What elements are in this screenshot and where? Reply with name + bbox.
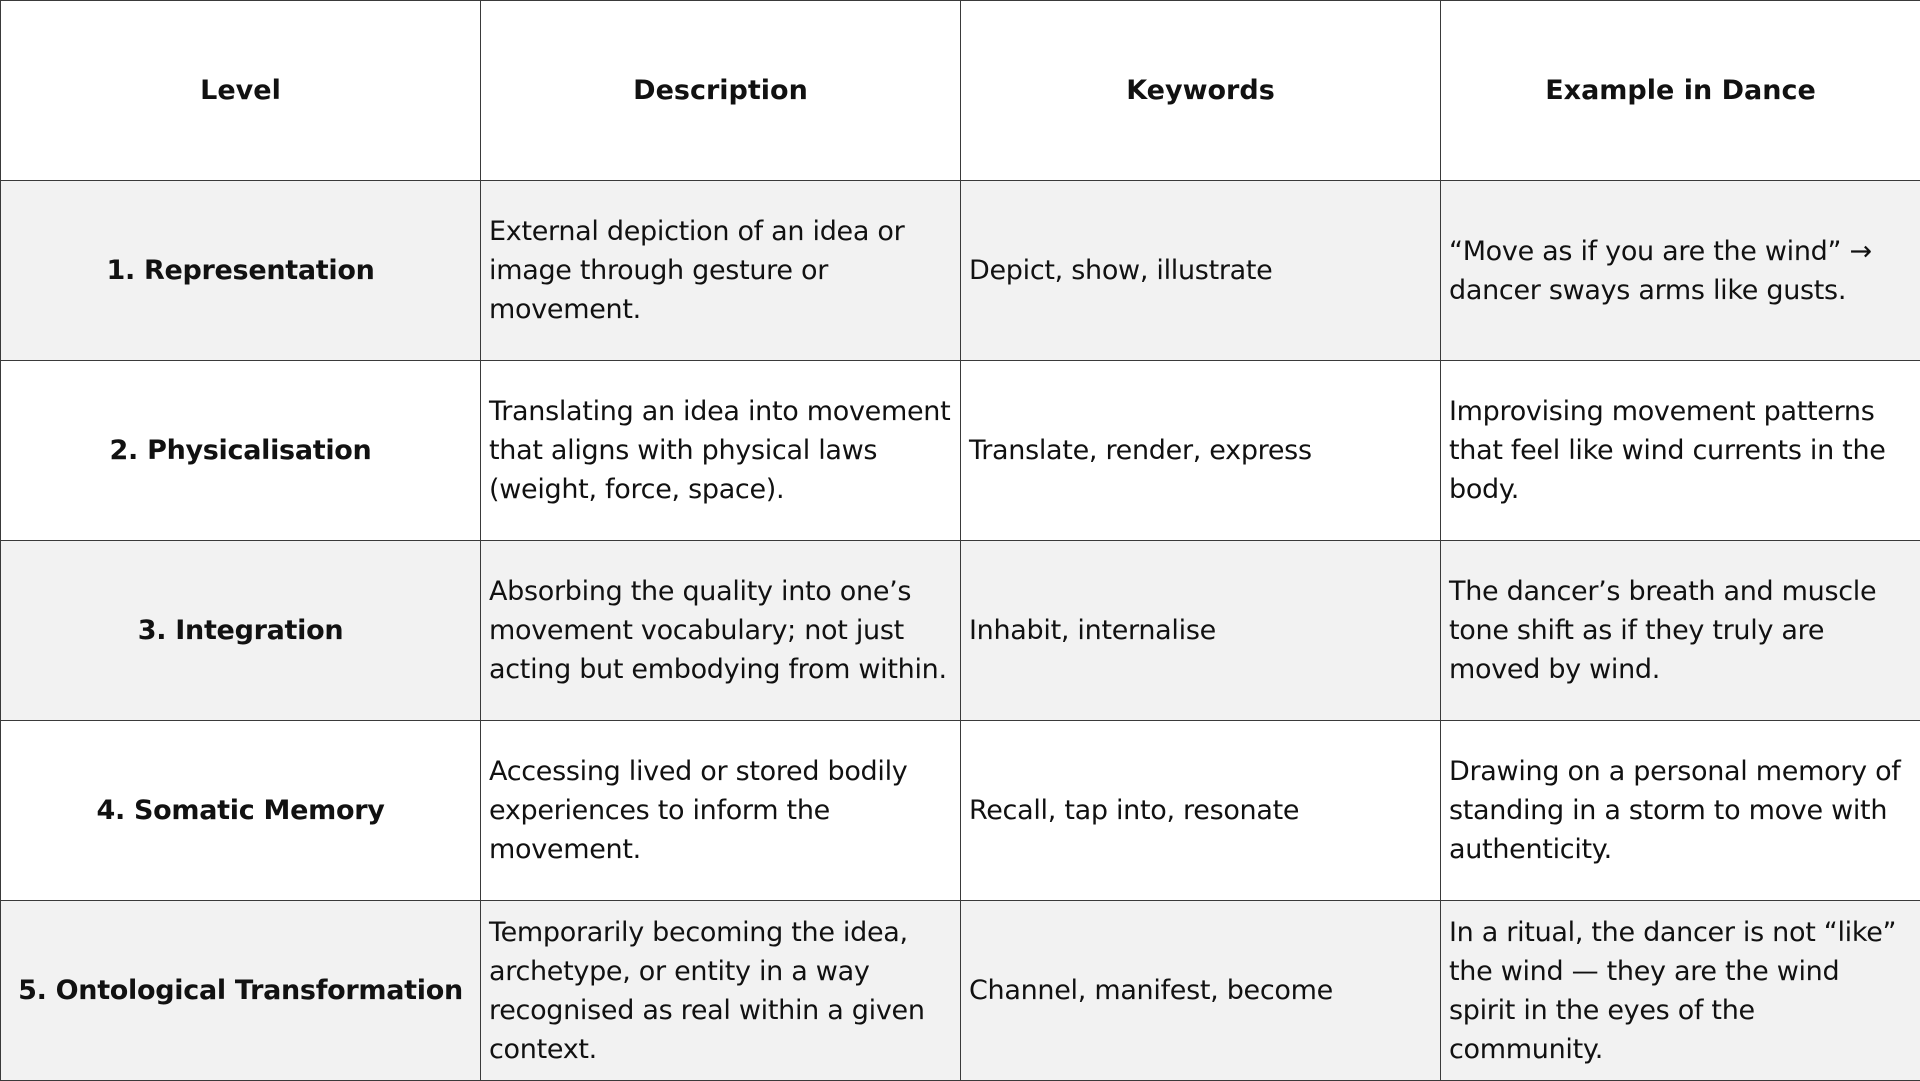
description-cell: External depiction of an idea or image through gesture or movement. [481, 181, 961, 361]
keywords-cell: Inhabit, internalise [961, 541, 1441, 721]
example-cell: The dancer’s breath and muscle tone shift as if they truly are moved by wind. [1441, 541, 1920, 721]
table-row [1, 901, 1920, 1081]
table-header-row [1, 1, 1920, 181]
example-cell: Drawing on a personal memory of standing in a storm to move with authenticity. [1441, 721, 1920, 901]
description-cell: Absorbing the quality into one’s movement vocabulary; not just acting but embodying from within. [481, 541, 961, 721]
description-cell: Accessing lived or stored bodily experiences to inform the movement. [481, 721, 961, 901]
header-description: Description [481, 1, 961, 181]
table-row [1, 181, 1920, 361]
level-cell: 2. Physicalisation [1, 361, 481, 541]
keywords-cell: Depict, show, illustrate [961, 181, 1441, 361]
keywords-cell: Translate, render, express [961, 361, 1441, 541]
keywords-cell: Recall, tap into, resonate [961, 721, 1441, 901]
example-cell: In a ritual, the dancer is not “like” the wind — they are the wind spirit in the eyes of the community. [1441, 901, 1920, 1081]
table-row [1, 541, 1920, 721]
level-cell: 4. Somatic Memory [1, 721, 481, 901]
level-cell: 3. Integration [1, 541, 481, 721]
level-cell: 5. Ontological Transformation [1, 901, 481, 1081]
table-row [1, 721, 1920, 901]
example-cell: Improvising movement patterns that feel like wind currents in the body. [1441, 361, 1920, 541]
description-cell: Translating an idea into movement that aligns with physical laws (weight, force, space). [481, 361, 961, 541]
header-level: Level [1, 1, 481, 181]
level-cell: 1. Representation [1, 181, 481, 361]
example-cell: “Move as if you are the wind” → dancer sways arms like gusts. [1441, 181, 1920, 361]
header-keywords: Keywords [961, 1, 1441, 181]
keywords-cell: Channel, manifest, become [961, 901, 1441, 1081]
header-example: Example in Dance [1441, 1, 1920, 181]
description-cell: Temporarily becoming the idea, archetype, or entity in a way recognised as real within a given context. [481, 901, 961, 1081]
table-row [1, 361, 1920, 541]
